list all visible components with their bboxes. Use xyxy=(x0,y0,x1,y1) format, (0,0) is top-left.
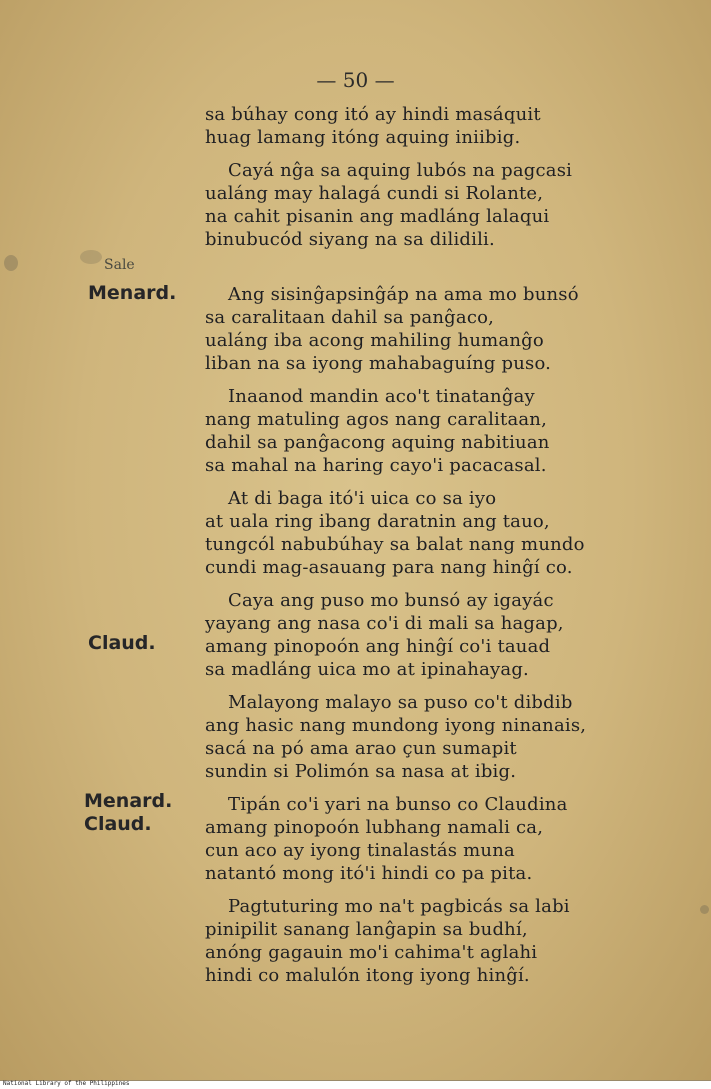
verse-line: nang matuling agos nang caralitaan, xyxy=(205,409,548,430)
verse-line: huag lamang itóng aquing iniibig. xyxy=(205,127,521,148)
ink-stain xyxy=(4,255,18,271)
speaker-claud: Claud. xyxy=(88,632,156,654)
verse-line: Pagtuturing mo na't pagbicás sa labi xyxy=(228,896,570,917)
ink-stain xyxy=(80,250,102,264)
verse-line: At di baga itó'i uica co sa iyo xyxy=(228,488,497,509)
speaker-menard: Menard. xyxy=(84,790,173,812)
verse-line: Inaanod mandin aco't tinatanĝay xyxy=(228,386,535,407)
verse-line: ang hasic nang mundong iyong ninanais, xyxy=(205,715,587,736)
speaker-claud: Claud. xyxy=(84,813,152,835)
verse-line: amang pinopoón lubhang namali ca, xyxy=(205,817,544,838)
verse-line: ualáng may halagá cundi si Rolante, xyxy=(205,183,544,204)
verse-line: cun aco ay iyong tinalastás muna xyxy=(205,840,515,861)
verse-line: tungcól nabubúhay sa balat nang mundo xyxy=(205,534,585,555)
verse-line: sa madláng uica mo at ipinahayag. xyxy=(205,659,529,680)
verse-line: dahil sa panĝacong aquing nabitiuan xyxy=(205,432,550,453)
verse-line: amang pinopoón ang hinĝí co'i tauad xyxy=(205,636,551,657)
verse-line: cundi mag-asauang para nang hinĝí co. xyxy=(205,557,573,578)
verse-line: at uala ring ibang daratnin ang tauo, xyxy=(205,511,550,532)
verse-line: yayang ang nasa co'i di mali sa hagap, xyxy=(205,613,564,634)
verse-line: hindi co malulón itong iyong hinĝí. xyxy=(205,965,530,986)
verse-line: pinipilit sanang lanĝapin sa budhí, xyxy=(205,919,528,940)
verse-line: liban na sa iyong mahabaguíng puso. xyxy=(205,353,552,374)
speaker-menard: Menard. xyxy=(88,282,177,304)
verse-line: ualáng iba acong mahiling humanĝo xyxy=(205,330,544,351)
verse-line: Malayong malayo sa puso co't dibdib xyxy=(228,692,573,713)
verse-line: Cayá nĝa sa aquing lubós na pagcasi xyxy=(228,160,573,181)
verse-line: Ang sisinĝapsinĝáp na ama mo bunsó xyxy=(228,284,579,305)
verse-line: Caya ang puso mo bunsó ay igayác xyxy=(228,590,554,611)
footer-credit: National Library of the Philippines xyxy=(3,1080,130,1087)
ink-stain xyxy=(700,905,709,914)
verse-line: natantó mong itó'i hindi co pa pita. xyxy=(205,863,533,884)
verse-line: sa mahal na haring cayo'i pacacasal. xyxy=(205,455,547,476)
verse-line: anóng gagauin mo'i cahima't aglahi xyxy=(205,942,538,963)
verse-line: sa caralitaan dahil sa panĝaco, xyxy=(205,307,495,328)
verse-line: sa búhay cong itó ay hindi masáquit xyxy=(205,104,541,125)
verse-line: Tipán co'i yari na bunso co Claudina xyxy=(228,794,568,815)
page-number: — 50 — xyxy=(316,68,395,92)
stage-direction: Sale xyxy=(104,257,135,273)
verse-line: binubucód siyang na sa dilidili. xyxy=(205,229,495,250)
verse-line: sundin si Polimón sa nasa at ibig. xyxy=(205,761,517,782)
verse-line: sacá na pó ama arao çun sumapit xyxy=(205,738,517,759)
verse-line: na cahit pisanin ang madláng lalaqui xyxy=(205,206,550,227)
